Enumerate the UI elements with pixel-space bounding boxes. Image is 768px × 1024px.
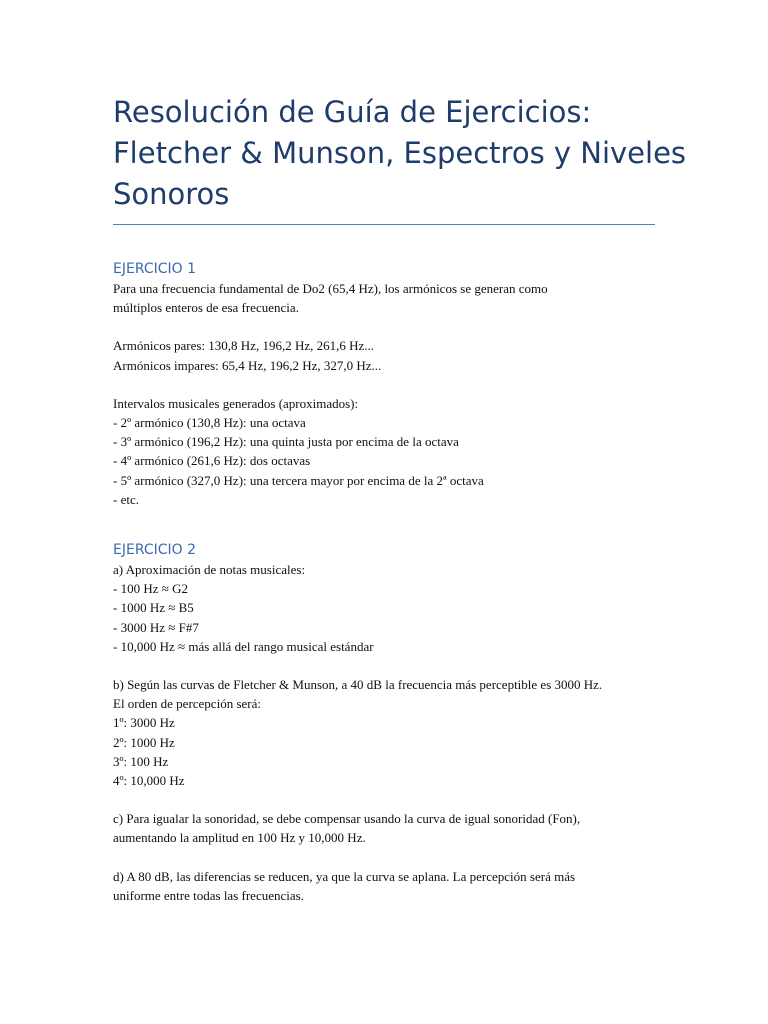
text-line: Armónicos impares: 65,4 Hz, 196,2 Hz, 327,0 Hz... [113, 357, 382, 373]
paragraph-gap [113, 317, 658, 336]
title-line: Resolución de Guía de Ejercicios: [113, 95, 592, 129]
paragraph [113, 867, 658, 905]
paragraph [113, 394, 658, 509]
paragraph [113, 675, 658, 790]
text-line: - 10,000 Hz ≈ más allá del rango musical estándar [113, 638, 374, 654]
document-page [113, 92, 687, 905]
text-line: - 4º armónico (261,6 Hz): dos octavas [113, 453, 311, 469]
section-heading: EJERCICIO 2 [113, 542, 197, 559]
title-line: Fletcher & Munson, Espectros y Niveles [113, 136, 687, 170]
text-line: uniforme entre todas las frecuencias. [113, 887, 304, 903]
text-line: - etc. [113, 491, 139, 507]
text-line: c) Para igualar la sonoridad, se debe compensar usando la curva de igual sonoridad (Fon), [113, 811, 581, 827]
text-line: 3º: 100 Hz [113, 753, 169, 769]
text-line: múltiplos enteros de esa frecuencia. [113, 300, 299, 316]
text-line: 2º: 1000 Hz [113, 734, 175, 750]
title-line: Sonoros [113, 177, 230, 211]
text-line: - 2º armónico (130,8 Hz): una octava [113, 415, 306, 431]
text-line: - 1000 Hz ≈ B5 [113, 600, 194, 616]
text-line: a) Aproximación de notas musicales: [113, 562, 306, 578]
paragraph [113, 279, 658, 317]
section-heading: EJERCICIO 1 [113, 261, 197, 277]
text-line: 4º: 10,000 Hz [113, 773, 185, 789]
title-divider [113, 224, 655, 225]
text-line: Para una frecuencia fundamental de Do2 (65,4 Hz), los armónicos se generan como [113, 281, 548, 296]
section-ejercicio-2 [113, 541, 658, 905]
text-line: Intervalos musicales generados (aproximados): [113, 395, 359, 411]
text-line: - 100 Hz ≈ G2 [113, 581, 189, 597]
page-title [113, 92, 687, 215]
text-line: aumentando la amplitud en 100 Hz y 10,000 Hz. [113, 830, 366, 846]
paragraph [113, 336, 658, 374]
text-line: b) Según las curvas de Fletcher & Munson, a 40 dB la frecuencia más perceptible es 3000 Hz. [113, 677, 603, 693]
text-line: - 3000 Hz ≈ F#7 [113, 619, 199, 635]
paragraph-gap [113, 790, 658, 809]
text-line: - 5º armónico (327,0 Hz): una tercera mayor por encima de la 2ª octava [113, 472, 484, 488]
text-line: Armónicos pares: 130,8 Hz, 196,2 Hz, 261,6 Hz... [113, 338, 375, 354]
text-line: El orden de percepción será: [113, 696, 261, 712]
text-line: d) A 80 dB, las diferencias se reducen, ya que la curva se aplana. La percepción será más [113, 868, 576, 884]
paragraph [113, 560, 658, 656]
paragraph-gap [113, 375, 658, 394]
text-line: 1º: 3000 Hz [113, 715, 175, 731]
paragraph [113, 809, 658, 847]
paragraph-gap [113, 656, 658, 675]
text-line: - 3º armónico (196,2 Hz): una quinta justa por encima de la octava [113, 434, 459, 450]
section-ejercicio-1 [113, 260, 658, 509]
paragraph-gap [113, 848, 658, 867]
